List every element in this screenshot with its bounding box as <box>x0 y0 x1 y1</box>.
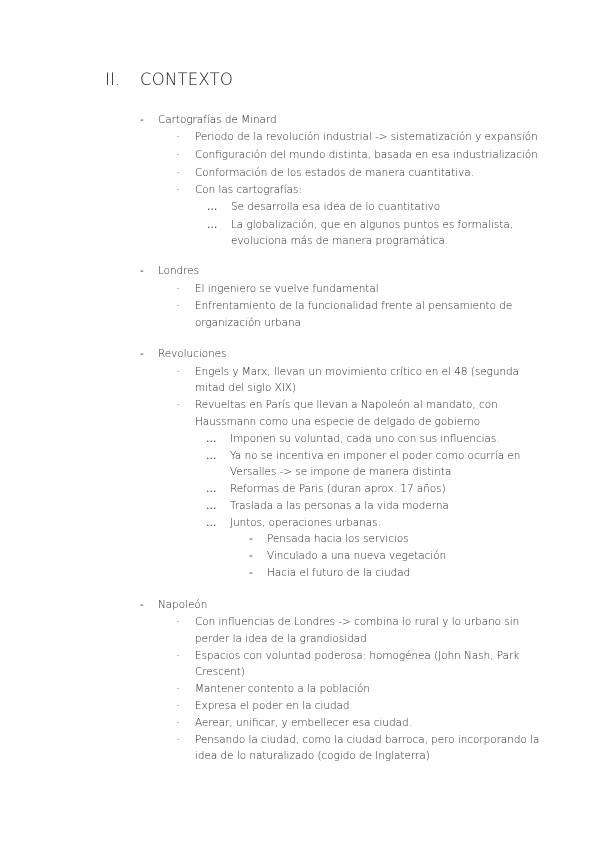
list-item: Aerear, unificar, y embellecer esa ciudad. <box>195 717 412 729</box>
list-item-continuation: Versalles -> se impone de manera distinta <box>230 466 452 478</box>
dot-bullet: · <box>177 285 180 293</box>
list-item: Engels y Marx, llevan un movimiento crítico en el 48 (segunda <box>195 366 520 378</box>
list-item-napoleon: Napoleón <box>158 599 208 611</box>
list-item: Vinculado a una nueva vegetación <box>267 550 447 562</box>
section-heading <box>105 70 233 89</box>
dash-bullet: - <box>140 599 144 611</box>
ellipsis-bullet: … <box>206 433 217 445</box>
list-item: Imponen su voluntad, cada uno con sus influencias. <box>230 433 500 445</box>
dash-bullet: - <box>140 265 144 277</box>
list-item: Juntos, operaciones urbanas: <box>230 517 382 529</box>
list-item-continuation: mitad del siglo XIX) <box>195 382 296 394</box>
dot-bullet: · <box>177 169 180 177</box>
list-item: Pensando la ciudad, como la ciudad barroca, pero incorporando la <box>195 734 540 746</box>
ellipsis-bullet: … <box>207 201 218 213</box>
dot-bullet: · <box>177 151 180 159</box>
list-item-continuation: Haussmann como una especie de delgado de gobierno <box>195 416 481 428</box>
dash-bullet: - <box>140 348 144 360</box>
list-item: Con influencias de Londres -> combina lo rural y lo urbano sin <box>195 616 520 628</box>
list-item: Ya no se incentiva en imponer el poder como ocurría en <box>230 450 521 462</box>
list-item: Pensada hacia los servicios <box>267 533 409 545</box>
dot-bullet: · <box>177 133 180 141</box>
list-item: Traslada a las personas a la vida moderna <box>230 500 449 512</box>
section-title: CONTEXTO <box>140 70 234 89</box>
dot-bullet: · <box>177 736 180 744</box>
list-item: Periodo de la revolución industrial -> sistematización y expansión <box>195 131 538 143</box>
list-item: El ingeniero se vuelve fundamental <box>195 283 379 295</box>
list-item-minard: Cartografías de Minard <box>158 114 277 126</box>
dot-bullet: · <box>177 702 180 710</box>
dash-bullet: - <box>249 567 253 579</box>
section-number: II. <box>105 70 121 89</box>
dot-bullet: · <box>177 618 180 626</box>
dot-bullet: · <box>177 685 180 693</box>
list-item-revoluciones: Revoluciones <box>158 348 227 360</box>
list-item: Espacios con voluntad poderosa: homogénea (John Nash, Park <box>195 650 520 662</box>
list-item: Se desarrolla esa idea de lo cuantitativo <box>231 201 441 213</box>
list-item: Expresa el poder en la ciudad <box>195 700 350 712</box>
list-item: La globalización, que en algunos puntos es formalista, <box>231 219 514 231</box>
dot-bullet: · <box>177 302 180 310</box>
list-item-continuation: idea de lo naturalizado (cogido de Inglaterra) <box>195 750 430 762</box>
list-item-continuation: perder la idea de la grandiosidad <box>195 633 367 645</box>
ellipsis-bullet: … <box>206 483 217 495</box>
dot-bullet: · <box>177 652 180 660</box>
dash-bullet: - <box>249 550 253 562</box>
list-item: Mantener contento a la población <box>195 683 370 695</box>
list-item: Configuración del mundo distinta, basada en esa industrialización <box>195 149 538 161</box>
list-item-continuation: evoluciona más de manera programática. <box>231 235 449 247</box>
list-item: Conformación de los estados de manera cuantitativa. <box>195 167 474 179</box>
list-item-continuation: organización urbana <box>195 317 301 329</box>
list-item-londres: Londres <box>158 265 199 277</box>
list-item-continuation: Crescent) <box>195 666 245 678</box>
ellipsis-bullet: … <box>206 500 217 512</box>
list-item: Con las cartografías: <box>195 184 302 196</box>
ellipsis-bullet: … <box>207 219 218 231</box>
ellipsis-bullet: … <box>206 517 217 529</box>
dot-bullet: · <box>177 401 180 409</box>
ellipsis-bullet: … <box>206 450 217 462</box>
dash-bullet: - <box>140 114 144 126</box>
dash-bullet: - <box>249 533 253 545</box>
dot-bullet: · <box>177 186 180 194</box>
list-item: Enfrentamiento de la funcionalidad frente al pensamiento de <box>195 300 513 312</box>
dot-bullet: · <box>177 368 180 376</box>
dot-bullet: · <box>177 719 180 727</box>
list-item: Hacia el futuro de la ciudad <box>267 567 411 579</box>
list-item: Revueltas en París que llevan a Napoleón al mandato, con <box>195 399 498 411</box>
list-item: Reformas de Paris (duran aprox. 17 años) <box>230 483 446 495</box>
